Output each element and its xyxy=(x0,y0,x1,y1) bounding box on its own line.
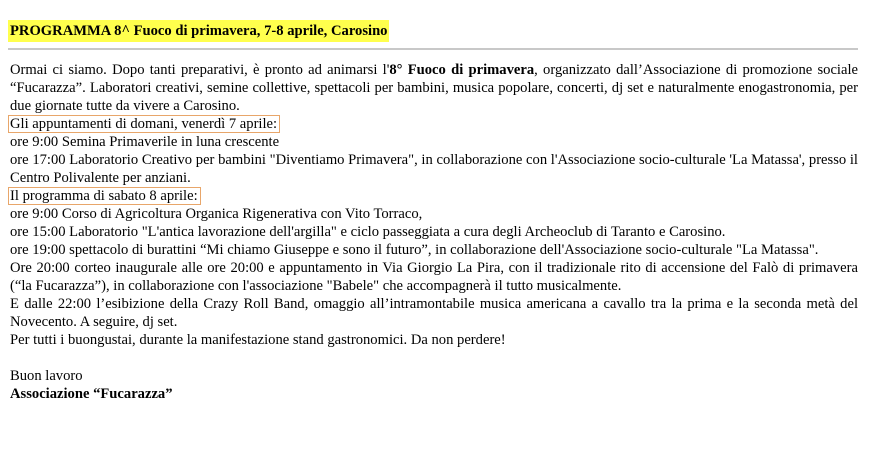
saturday-heading: Il programma di sabato 8 aprile: xyxy=(8,187,201,205)
saturday-item: Per tutti i buongustai, durante la manifestazione stand gastronomici. Da non perdere! xyxy=(10,332,506,348)
signature-text: Associazione “Fucarazza” xyxy=(10,386,173,402)
friday-heading-line xyxy=(10,115,858,133)
intro-text-start: Ormai ci siamo. Dopo tanti preparativi, è pronto ad animarsi l' xyxy=(10,62,390,78)
horizontal-divider xyxy=(8,48,858,50)
title-block xyxy=(8,20,389,42)
friday-item: ore 9:00 Semina Primaverile in luna crescente xyxy=(10,134,280,150)
spacer xyxy=(10,349,858,367)
friday-heading: Gli appuntamenti di domani, venerdì 7 aprile: xyxy=(8,115,280,133)
saturday-item: Ore 20:00 corteo inaugurale alle ore 20:00 e appuntamento in Via Giorgio La Pira, con il tradizionale rito di accensione del Falò di primavera (“la Fucarazza”), in collaborazione con l'associazione "Babele" che accompagnerà il tutto musicalmente. xyxy=(10,260,858,294)
saturday-item: ore 15:00 Laboratorio "L'antica lavorazione dell'argilla" e ciclo passeggiata a cura degli Archeoclub di Taranto e Carosino. xyxy=(10,224,726,240)
saturday-item: ore 9:00 Corso di Agricoltura Organica Rigenerativa con Vito Torraco, xyxy=(10,206,423,222)
intro-text-end: , organizzato dall’Associazione di promozione sociale “Fucarazza”. Laboratori creativi, semine collettive, spettacoli per bambini, musica popolare, concerti, dj set e naturalmente enogastronomia, per due giornate tutte da vivere a Carosino. xyxy=(10,62,858,114)
intro-event-name: 8° Fuoco di primavera xyxy=(389,62,535,78)
saturday-item: E dalle 22:00 l’esibizione della Crazy Roll Band, omaggio all’intramontabile musica americana a cavallo tra la prima e la seconda metà del Novecento. A seguire, dj set. xyxy=(10,296,858,330)
page-title: PROGRAMMA 8^ Fuoco di primavera, 7-8 aprile, Carosino xyxy=(8,20,389,42)
intro-paragraph xyxy=(10,61,858,115)
saturday-item: ore 19:00 spettacolo di burattini “Mi chiamo Giuseppe e sono il futuro”, in collaborazione dell'Associazione socio-culturale "La Matassa". xyxy=(10,242,819,258)
saturday-heading-line xyxy=(10,187,858,205)
signature xyxy=(10,385,858,403)
friday-item: ore 17:00 Laboratorio Creativo per bambini "Diventiamo Primavera", in collaborazione con l'Associazione socio-culturale 'La Matassa', presso il Centro Polivalente per anziani. xyxy=(10,152,858,186)
document-body xyxy=(10,61,858,403)
closing-greeting: Buon lavoro xyxy=(10,368,83,384)
